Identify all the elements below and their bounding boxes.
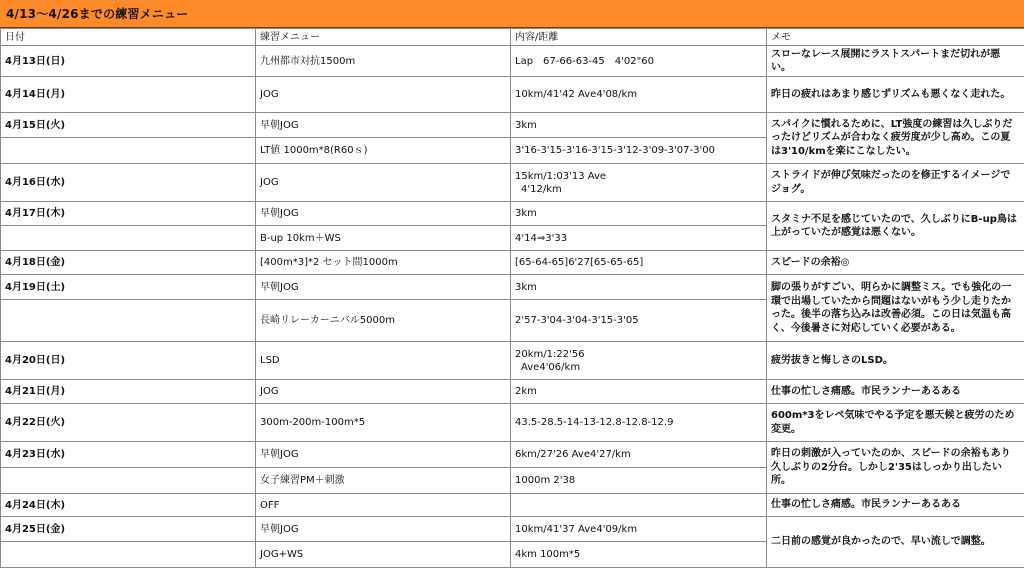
date-cell: [1, 300, 256, 342]
content-cell: 3km: [511, 202, 767, 226]
content-cell: [511, 342, 767, 380]
table-row: [1, 494, 1024, 517]
date-cell: [1, 138, 256, 164]
table-row: [1, 251, 1024, 275]
table-row: [1, 380, 1024, 404]
memo-cell: 二日前の感覚が良かったので、早い流しで調整。: [767, 517, 1024, 568]
table-row: [1, 442, 1024, 468]
date-cell: 4月15日(火): [1, 113, 256, 138]
menu-cell: 長崎リレーカーニバル5000m: [256, 300, 511, 342]
content-cell: 43.5-28.5-14-13-12.8-12.8-12.9: [511, 404, 767, 442]
date-cell: 4月22日(火): [1, 404, 256, 442]
content-cell: 10km/41'37 Ave4'09/km: [511, 517, 767, 542]
menu-cell: B-up 10km＋WS: [256, 226, 511, 251]
date-cell: 4月18日(金): [1, 251, 256, 275]
table-row: [1, 77, 1024, 113]
date-cell: 4月14日(月): [1, 77, 256, 113]
menu-cell: 早朝JOG: [256, 202, 511, 226]
title-banner: [0, 0, 1024, 28]
header-row: [1, 29, 1024, 46]
menu-cell: 早朝JOG: [256, 275, 511, 300]
date-cell: 4月24日(木): [1, 494, 256, 517]
date-cell: 4月23日(水): [1, 442, 256, 468]
content-cell: 4km 100m*5: [511, 542, 767, 568]
table-row: [1, 342, 1024, 380]
content-cell: [511, 164, 767, 202]
menu-cell: 早朝JOG: [256, 442, 511, 468]
memo-cell: 仕事の忙しさ痛感。市民ランナーあるある: [767, 380, 1024, 404]
page-title: 4/13〜4/26までの練習メニュー: [6, 7, 189, 21]
memo-cell: スパイクに慣れるために、LT強度の練習は久しぶりだったけどリズムが合わなく疲労度が少し高め。この夏は3'10/kmを楽にこなしたい。: [767, 113, 1024, 164]
date-cell: 4月17日(木): [1, 202, 256, 226]
header-memo: メモ: [767, 29, 1024, 46]
date-cell: 4月21日(月): [1, 380, 256, 404]
content-cell: 2'57-3'04-3'04-3'15-3'05: [511, 300, 767, 342]
content-cell: 3'16-3'15-3'16-3'15-3'12-3'09-3'07-3'00: [511, 138, 767, 164]
memo-cell: スピードの余裕◎: [767, 251, 1024, 275]
menu-cell: 早朝JOG: [256, 517, 511, 542]
table-row: [1, 113, 1024, 138]
content-cell: 4'14⇒3'33: [511, 226, 767, 251]
content-line: Ave4'06/km: [521, 361, 581, 373]
table-row: [1, 275, 1024, 300]
menu-cell: JOG+WS: [256, 542, 511, 568]
training-table: [0, 28, 1024, 568]
table-row: [1, 202, 1024, 226]
date-cell: 4月25日(金): [1, 517, 256, 542]
content-cell: 1000m 2'38: [511, 468, 767, 494]
header-content: 内容/距離: [511, 29, 767, 46]
memo-cell: ストライドが伸び気味だったのを修正するイメージでジョグ。: [767, 164, 1024, 202]
memo-cell: 脚の張りがすごい、明らかに調整ミス。でも強化の一環で出場していたから問題はないがもう少し走りたかった。後半の落ち込みは改善必須。この日は気温も高く、今後暑さに対応していく必要がある。: [767, 275, 1024, 342]
table-row: [1, 46, 1024, 77]
menu-cell: 早朝JOG: [256, 113, 511, 138]
memo-cell: スタミナ不足を感じていたので、久しぶりにB-up鳥は上がっていたが感覚は悪くない。: [767, 202, 1024, 251]
menu-cell: JOG: [256, 164, 511, 202]
content-cell: 10km/41'42 Ave4'08/km: [511, 77, 767, 113]
menu-cell: OFF: [256, 494, 511, 517]
content-cell: 6km/27'26 Ave4'27/km: [511, 442, 767, 468]
date-cell: 4月20日(日): [1, 342, 256, 380]
memo-cell: 仕事の忙しさ痛感。市民ランナーあるある: [767, 494, 1024, 517]
memo-cell: 昨日の刺激が入っていたのか、スピードの余裕もあり久しぶりの2分台。しかし2'35はしっかり出したい所。: [767, 442, 1024, 494]
table-row: [1, 517, 1024, 542]
memo-cell: 昨日の疲れはあまり感じずリズムも悪くなく走れた。: [767, 77, 1024, 113]
menu-cell: 女子練習PM＋刺激: [256, 468, 511, 494]
date-cell: 4月16日(水): [1, 164, 256, 202]
memo-cell: スローなレース展開にラストスパートまだ切れが悪い。: [767, 46, 1024, 77]
date-cell: [1, 468, 256, 494]
menu-cell: JOG: [256, 380, 511, 404]
content-line: 20km/1:22'56: [515, 348, 585, 360]
date-cell: 4月19日(土): [1, 275, 256, 300]
content-cell: [65-64-65]6'27[65-65-65]: [511, 251, 767, 275]
content-cell: 3km: [511, 275, 767, 300]
menu-cell: 300m-200m-100m*5: [256, 404, 511, 442]
content-cell: 3km: [511, 113, 767, 138]
table-row: [1, 164, 1024, 202]
memo-cell: 600m*3をレペ気味でやる予定を悪天候と疲労のため変更。: [767, 404, 1024, 442]
menu-cell: JOG: [256, 77, 511, 113]
content-cell: [511, 494, 767, 517]
date-cell: 4月13日(日): [1, 46, 256, 77]
menu-cell: LT値 1000m*8(R60ｓ): [256, 138, 511, 164]
table-row: [1, 404, 1024, 442]
menu-cell: LSD: [256, 342, 511, 380]
menu-cell: 九州都市対抗1500m: [256, 46, 511, 77]
memo-cell: 疲労抜きと悔しさのLSD。: [767, 342, 1024, 380]
content-line: 4'12/km: [521, 183, 562, 195]
date-cell: [1, 226, 256, 251]
header-date: 日付: [1, 29, 256, 46]
header-menu: 練習メニュー: [256, 29, 511, 46]
content-cell: 2km: [511, 380, 767, 404]
content-line: 15km/1:03'13 Ave: [515, 170, 607, 182]
content-cell: Lap 67-66-63-45 4'02"60: [511, 46, 767, 77]
date-cell: [1, 542, 256, 568]
menu-cell: [400m*3]*2 セット間1000m: [256, 251, 511, 275]
